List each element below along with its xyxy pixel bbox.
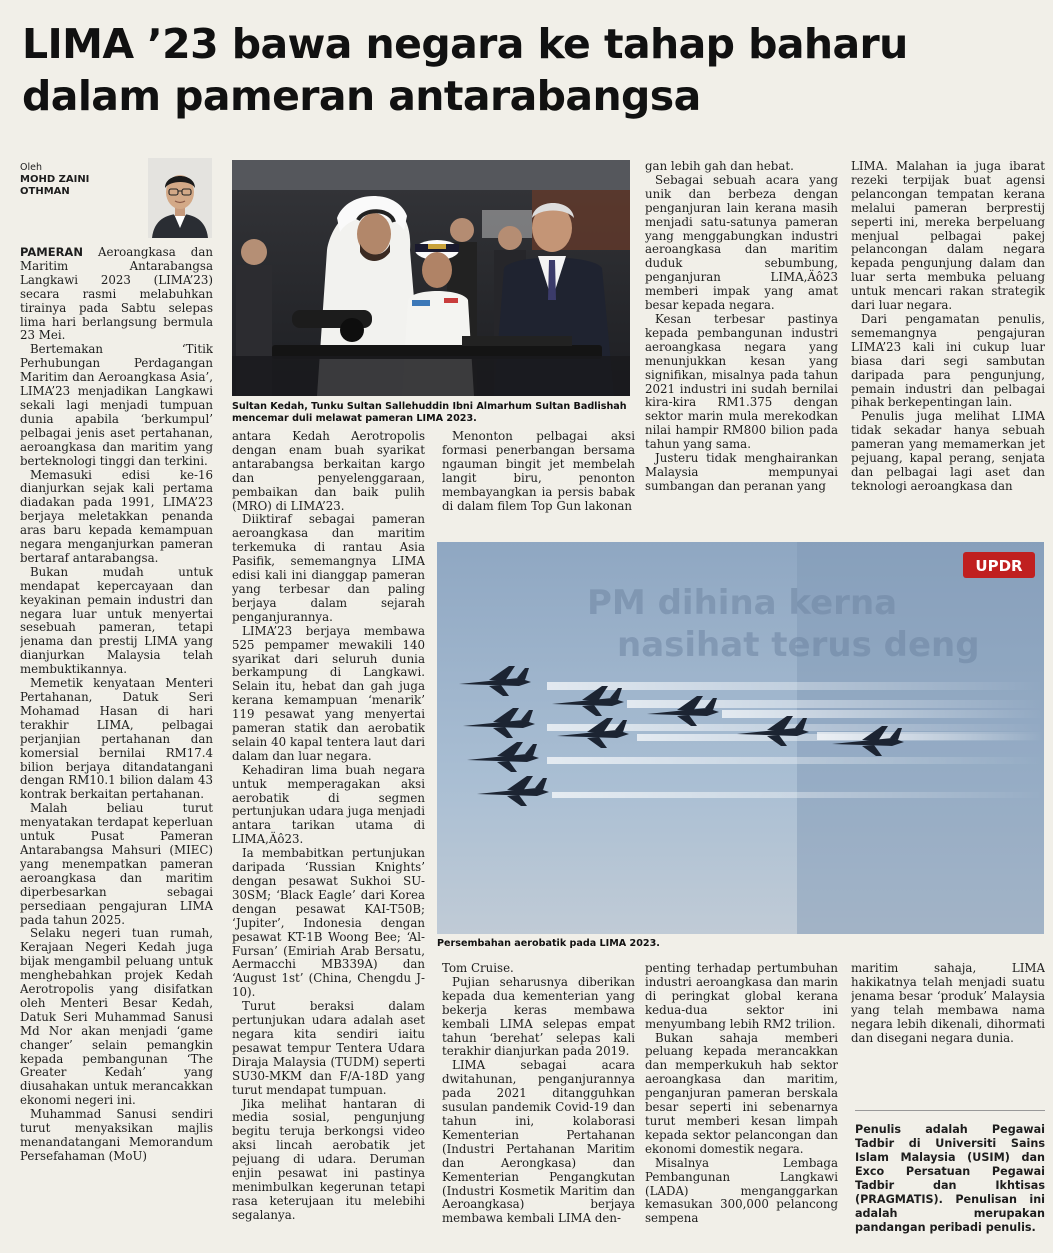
column-4-bottom (645, 962, 838, 1250)
paragraph: Turut beraksi dalam pertunjukan udara adalah aset negara kita sendiri iaitu pesawat tempur Tentera Udara Diraja Malaysia (TUDM) seperti SU30-MKM dan F/A-18D yang turut mendapat tumpuan. (232, 999, 425, 1097)
paragraph: Misalnya Lembaga Pembangunan Langkawi (LADA) menganggarkan kemasukan 300,000 pelancong sempena (645, 1155, 838, 1226)
author-portrait (148, 158, 212, 238)
paragraph: PAMERAN Aeroangkasa dan Maritim Antarabangsa Langkawi 2023 (LIMA’23) secara rasmi melabuhkan tirainya pada Sabtu selepas lima hari berlangsung bermula 23 Mei. (20, 246, 213, 343)
paragraph: Pujian seharusnya diberikan kepada dua kementerian yang bekerja keras membawa kembali LIMA selepas empat tahun ‘berehat’ selepas kali terakhir dianjurkan pada 2019. (442, 974, 635, 1059)
paragraph: Selaku negeri tuan rumah, Kerajaan Negeri Kedah juga bijak mengambil peluang untuk menghebahkan projek Kedah Aerotropolis yang disifatkan oleh Menteri Besar Kedah, Datuk Seri Muhammad Sanusi Md Nor akan menjadi ‘game changer’ selain pemangkin kepada pembangunan ‘The Greater Kedah’ yang diusahakan untuk merancakkan ekonomi negeri ini. (20, 926, 213, 1108)
photo-aerobatic (437, 542, 1044, 934)
column-5-bottom (851, 962, 1045, 1082)
paragraph: Muhammad Sanusi sendiri turut menyaksikan majlis menandatangani Memorandum Persefahaman (MoU) (20, 1107, 213, 1163)
paragraph: Memetik kenyataan Menteri Pertahanan, Datuk Seri Mohamad Hasan di hari terakhir LIMA, pelbagai perjanjian pertahanan dan komersial bernilai RM17.4 bilion berjaya ditandatangani dengan RM10.1 bilion dalam 43 kontrak berkaitan pertahanan. (20, 676, 213, 802)
paragraph: Malah beliau turut menyatakan terdapat keperluan untuk Pusat Pameran Antarabangsa Mahsuri (MIEC) yang menempatkan pameran aeroangkasa dan maritim diperbesarkan sebagai persediaan pengajuran LIMA pada tahun 2025. (20, 801, 213, 927)
paragraph: Kesan terbesar pastinya kepada pembangunan industri aeroangkasa negara yang menunjukkan kesan yang signifikan, misalnya pada tahun 2021 industri ini sudah bernilai kira-kira RM1.375 dengan sektor marin mula merekodkan nilai hampir RM800 bilion pada tahun yang sama. (645, 311, 838, 452)
photo-aerobatic-caption: Persembahan aerobatik pada LIMA 2023. (437, 938, 660, 949)
paragraph: maritim sahaja, LIMA hakikatnya telah menjadi suatu jenama besar ‘produk’ Malaysia yang telah membawa nama negara lebih dikenali, dihormati dan disegani negara dunia. (851, 962, 1045, 1045)
paragraph: LIMA sebagai acara dwitahunan, penganjurannya pada 2021 ditangguhkan susulan pandemik Covid-19 dan tahun ini, kolaborasi Kementerian Pertahanan (Industri Pertahanan Maritim dan Aerongkasa) dan Kementerian Pengangkutan (Industri Kosmetik Maritim dan Aeroangkasa) berjaya membawa kembali LIMA den- (442, 1058, 635, 1226)
photo-dignitaries (232, 160, 630, 396)
paragraph: Menonton pelbagai aksi formasi penerbangan bersama ngauman bingit jet membelah langit biru, penonton membayangkan ia persis babak di dalam filem Top Gun lakonan (442, 430, 635, 513)
column-4-top (645, 160, 838, 530)
byline-author-1: MOHD ZAINI (20, 174, 90, 185)
author-bio: Penulis adalah Pegawai Tadbir di Universiti Sains Islam Malaysia (USIM) dan Exco Persatuan Pegawai Tadbir dan Ikhtisas (PRAGMATIS). Penulisan ini adalah merupakan pandangan peribadi penulis. (855, 1123, 1045, 1234)
screen-text-1: PM dihina kerna (587, 583, 898, 623)
column-5-top (851, 160, 1045, 530)
paragraph: Dari pengamatan penulis, sememangnya pengajuran LIMA’23 kali ini cukup luar biasa dari segi sambutan daripada para pengunjung, pemain industri dan pelbagai pihak berkepentingan lain. (851, 311, 1045, 410)
byline-oleh: Oleh (20, 162, 42, 173)
lead-word: PAMERAN (20, 246, 83, 259)
column-3-top (442, 430, 635, 530)
paragraph: gan lebih gah dan hebat. (645, 160, 794, 173)
paragraph: Kehadiran lima buah negara untuk memperagakan aksi aerobatik di segmen pertunjukan udara juga menjadi antara tarikan utama di LIMA,Äô23. (232, 762, 425, 847)
headline (22, 18, 1032, 122)
column-3-bottom (442, 962, 635, 1250)
paragraph: Bukan mudah untuk mendapat kepercayaan dan keyakinan pemain industri dan negara luar untuk menyertai sesebuah pameran, tetapi jenama dan prestij LIMA yang dianjurkan Malaysia telah membuktikannya. (20, 564, 213, 677)
paragraph: Ia membabitkan pertunjukan daripada ‘Russian Knights’ dengan pesawat Sukhoi SU-30SM; ‘Black Eagle’ dari Korea dengan pesawat KAI-T50B; ‘Jupiter’, Indonesia dengan pesawat KT-1B Woong Bee; ‘Al-Fursan’ (Emiriah Arab Bersatu, Aermacchi MB339A) dan ‘August 1st’ (China, Chengdu J-10). (232, 846, 425, 1000)
paragraph: Diiktiraf sebagai pameran aeroangkasa dan maritim terkemuka di rantau Asia Pasifik, sememangnya LIMA edisi kali ini dianggap pameran yang terbesar dan paling berjaya dalam sejarah penganjurannya. (232, 512, 425, 624)
news-logo: UPDR (975, 557, 1023, 575)
paragraph: Penulis juga melihat LIMA tidak sekadar hanya sebuah pameran yang memamerkan jet pejuang, kapal perang, senjata dan pelbagai lagi aset dan teknologi aeroangkasa dan (851, 409, 1045, 493)
headline-line-2: dalam pameran antarabangsa (22, 72, 701, 120)
paragraph: Sebagai sebuah acara yang unik dan berbeza dengan penganjuran lain kerana masih menjadi satu-satunya pameran yang menggabungkan industri aeroangkasa dan maritim duduk sebumbung, penganjuran LIMA,Äô23 memberi impak yang amat besar kepada negara. (645, 172, 838, 313)
paragraph: penting terhadap pertumbuhan industri aeroangkasa dan marin di peringkat global kerana kedua-dua sektor ini menyumbang lebih RM2 trilion. (645, 962, 838, 1031)
paragraph: Bukan sahaja memberi peluang kepada merancakkan dan memperkukuh hab sektor aeroangkasa dan maritim, penganjuran pameran berskala besar seperti ini sebenarnya turut memberi kesan limpah kepada sektor pelancongan dan ekonomi domestik negara. (645, 1030, 838, 1156)
paragraph: Tom Cruise. (442, 962, 514, 975)
column-2 (232, 430, 425, 1250)
bio-divider (855, 1110, 1045, 1111)
column-1 (20, 246, 213, 1251)
paragraph: LIMA. Malahan ia juga ibarat rezeki terpijak buat agensi pelancongan tempatan kerana melalui pameran berprestij seperti ini, mereka berpeluang menjual pelbagai pakej pelancongan dalam negara kepada pengunjung dalam dan luar serta membuka peluang untuk mencari rakan strategik dari luar negara. (851, 160, 1045, 313)
paragraph: Justeru tidak menghairankan Malaysia mempunyai sumbangan dan peranan yang (645, 451, 838, 493)
byline (20, 162, 90, 198)
screen-text-2: nasihat terus deng (617, 625, 980, 665)
paragraph: antara Kedah Aerotropolis dengan enam buah syarikat antarabangsa berkaitan kargo dan penyelenggaraan, pembaikan dan baik pulih (MRO) di LIMA’23. (232, 430, 425, 513)
paragraph: LIMA’23 berjaya membawa 525 pempamer mewakili 140 syarikat dari seluruh dunia berkampung di Langkawi. Selain itu, hebat dan gah juga kerana kemampuan ‘menarik’ 119 pesawat yang menyertai pameran statik dan aerobatik selain 40 kapal tentera laut dari dalam dan luar negara. (232, 623, 425, 763)
paragraph: Jika melihat hantaran di media sosial, pengunjung begitu teruja berkongsi video aksi lincah aerobatik jet pejuang di udara. Deruman enjin pesawat ini pastinya menimbulkan kegerunan tetapi rasa keterujaan itu melebihi segalanya. (232, 1096, 425, 1222)
paragraph: Bertemakan ‘Titik Perhubungan Perdagangan Maritim dan Aeroangkasa Asia’, LIMA’23 menjadikan Langkawi sekali lagi menjadi tumpuan dunia apabila ‘berkumpul’ pelbagai jenis aset pertahanan, aeroangkasa dan maritim yang berteknologi tinggi dan terkini. (20, 342, 213, 468)
paragraph: Memasuki edisi ke-16 dianjurkan sejak kali pertama diadakan pada 1991, LIMA’23 berjaya meletakkan penanda aras baru kepada kemampuan negara menganjurkan pameran bertaraf antarabangsa. (20, 467, 213, 565)
headline-line-1: LIMA ’23 bawa negara ke tahap baharu (22, 20, 908, 68)
photo-dignitaries-caption: Sultan Kedah, Tunku Sultan Sallehuddin Ibni Almarhum Sultan Badlishah mencemar duli melawat pameran LIMA 2023. (232, 401, 627, 424)
byline-author-2: OTHMAN (20, 186, 70, 197)
